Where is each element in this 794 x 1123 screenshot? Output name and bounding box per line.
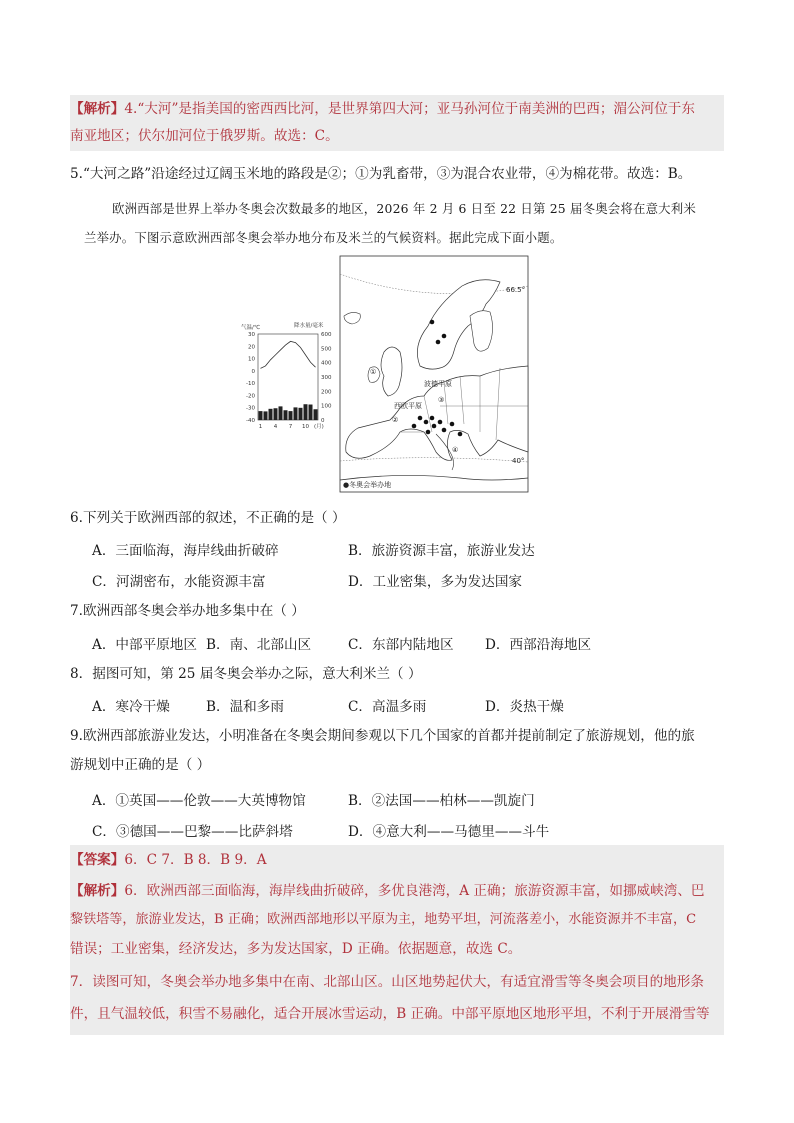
- chart-precip-bar: [264, 411, 268, 420]
- chart-precip-bar: [294, 407, 298, 420]
- chart-precip-bars: [259, 404, 318, 420]
- venue-dot: [412, 424, 417, 429]
- answer-tag: 【答案】: [70, 852, 125, 868]
- analysis-line-e: 件，且气温较低，积雪不易融化，适合开展冰雪运动，B 正确。中部平原地区地形平坦，不利于开展滑雪等: [70, 1006, 710, 1022]
- q9-stem-1: 9.欧洲西部旅游业发达，小明准备在冬奥会期间参观以下几个国家的首都并提前制定了旅游规划，他的旅: [70, 728, 695, 744]
- chart-precip-bar: [274, 408, 278, 420]
- chart-temp-line: [261, 341, 316, 368]
- chart-precip-bar: [269, 409, 273, 420]
- chart-left-tick-label: 10: [248, 356, 255, 363]
- mark-2: ②: [392, 416, 399, 424]
- venue-dot: [418, 416, 423, 421]
- chart-left-tick-label: -40: [246, 418, 255, 424]
- q7-option-d[interactable]: D．西部沿海地区: [485, 637, 592, 653]
- analysis-tag: 【解析】: [70, 101, 125, 117]
- map-legend: ●冬奥会举办地: [343, 481, 392, 489]
- chart-right-tick-label: 600: [321, 332, 332, 338]
- q6-option-a[interactable]: A．三面临海，海岸线曲折破碎: [92, 543, 279, 559]
- q6-stem: 6.下列关于欧洲西部的叙述，不正确的是（ ）: [70, 510, 346, 526]
- chart-precip-bar: [299, 408, 303, 420]
- chart-right-tick-label: 200: [321, 389, 332, 396]
- label-west-plain: 西欧平原: [394, 402, 422, 410]
- q7-stem: 7.欧洲西部冬奥会举办地多集中在（ ）: [70, 603, 305, 619]
- chart-left-unit: 气温/℃: [241, 325, 261, 331]
- venue-dot: [450, 422, 455, 427]
- venue-dot: [430, 320, 435, 325]
- chart-right-tick-label: 500: [321, 346, 332, 353]
- chart-month-tick-label: 4: [273, 424, 278, 430]
- mark-3: ③: [438, 396, 445, 404]
- analysis-line-2: 南亚地区；伏尔加河位于俄罗斯。故选：C。: [70, 128, 339, 144]
- chart-precip-bar: [314, 409, 318, 420]
- lat-label-66: 66.5°: [506, 286, 526, 294]
- q7-option-c[interactable]: C．东部内陆地区: [348, 637, 454, 653]
- q8-option-d[interactable]: D．炎热干燥: [485, 699, 564, 715]
- label-poland-plain: 波德平原: [424, 380, 452, 388]
- q6-option-d[interactable]: D．工业密集，多为发达国家: [348, 574, 523, 590]
- analysis-line-d: 7．读图可知，冬奥会举办地多集中在南、北部山区。山区地势起伏大，有适宜滑雪等冬奥会项目的地形条: [70, 974, 704, 990]
- chart-precip-bar: [304, 404, 308, 420]
- lat-label-40: 40°: [512, 457, 525, 465]
- q7-option-b[interactable]: B．南、北部山区: [206, 637, 312, 653]
- mark-1: ①: [370, 368, 377, 376]
- q8-option-a[interactable]: A．寒冷干燥: [92, 699, 170, 715]
- chart-month-ticks: [259, 422, 324, 430]
- analysis-line-c: 错误；工业密集，经济发达，多为发达国家，D 正确。依据题意，故选 C。: [70, 941, 522, 957]
- chart-month-tick-label: 1: [258, 424, 263, 430]
- venue-dot: [458, 432, 463, 437]
- q9-option-b[interactable]: B．②法国——柏林——凯旋门: [348, 793, 535, 809]
- chart-left-tick-label: 20: [248, 344, 255, 351]
- q8-option-c[interactable]: C．高温多雨: [348, 699, 427, 715]
- venue-dot: [432, 424, 437, 429]
- q9-option-c[interactable]: C．③德国——巴黎——比萨斜塔: [92, 824, 293, 840]
- chart-right-tick-label: 100: [321, 403, 332, 410]
- venue-dot: [426, 430, 431, 435]
- chart-left-tick-label: 30: [248, 332, 255, 338]
- chart-left-tick-label: 0: [251, 368, 255, 375]
- analysis-line-1: 【解析】4.“大河”是指美国的密西西比河，是世界第四大河；亚马孙河位于南美洲的巴西；湄公河位于东: [70, 101, 695, 117]
- chart-precip-bar: [289, 411, 293, 420]
- venue-dot: [436, 340, 441, 345]
- q6-option-b[interactable]: B．旅游资源丰富，旅游业发达: [348, 543, 535, 559]
- chart-precip-bar: [309, 405, 313, 420]
- chart-month-tick-label: 10: [302, 424, 309, 430]
- q9-option-d[interactable]: D．④意大利——马德里——斗牛: [348, 824, 550, 840]
- venue-dot: [442, 334, 447, 339]
- analysis-line-a: 【解析】6．欧洲西部三面临海，海岸线曲折破碎，多优良港湾，A 正确；旅游资源丰富，如挪威峡湾、巴: [70, 883, 705, 899]
- europe-map: [340, 256, 528, 492]
- chart-precip-bar: [284, 410, 288, 420]
- answer-text: 6．C 7．B 8．B 9．A: [124, 852, 267, 868]
- mark-4: ④: [452, 446, 459, 454]
- chart-left-ticks: [246, 332, 255, 424]
- chart-precip-bar: [259, 411, 263, 420]
- chart-precip-bar: [279, 406, 283, 420]
- analysis-line-b: 黎铁塔等，旅游业发达，B 正确；欧洲西部地形以平原为主，地势平坦，河流落差小，水能资源并不丰富，C: [70, 912, 697, 927]
- analysis-tag-2: 【解析】: [70, 883, 125, 899]
- q8-stem: 8．据图可知，第 25 届冬奥会举办之际，意大利米兰（ ）: [70, 666, 422, 682]
- chart-right-tick-label: 300: [321, 375, 332, 381]
- q6-option-c[interactable]: C．河湖密布，水能资源丰富: [92, 574, 266, 590]
- chart-left-tick-label: -20: [246, 393, 255, 400]
- q9-stem-2: 游规划中正确的是（ ）: [70, 757, 211, 773]
- q5-line: 5.“大河之路”沿途经过辽阔玉米地的路段是②；①为乳畜带，③为混合农业带，④为棉花带。故选：B。: [70, 166, 692, 182]
- chart-right-ticks: [321, 332, 332, 424]
- venue-dot: [430, 416, 435, 421]
- chart-month-unit: (月): [314, 424, 324, 430]
- q7-option-a[interactable]: A．中部平原地区: [92, 637, 197, 653]
- chart-month-tick-label: 7: [288, 424, 293, 430]
- chart-right-tick-label: 400: [321, 360, 332, 367]
- chart-left-tick-label: -30: [246, 405, 255, 412]
- q9-option-a[interactable]: A．①英国——伦敦——大英博物馆: [92, 793, 306, 809]
- figure: [238, 252, 540, 496]
- venue-dot: [424, 420, 429, 425]
- intro-line-2: 兰举办。下图示意欧洲西部冬奥会举办地分布及米兰的气候资料。据此完成下面小题。: [84, 230, 563, 245]
- chart-right-tick-label: 0: [321, 418, 325, 424]
- chart-right-unit: 降水量/毫米: [294, 323, 324, 329]
- venue-dot: [442, 428, 447, 433]
- answer-line: [70, 850, 267, 870]
- climate-chart: [241, 321, 332, 430]
- q8-option-b[interactable]: B．温和多雨: [206, 699, 284, 715]
- intro-line-1: 欧洲西部是世界上举办冬奥会次数最多的地区，2026 年 2 月 6 日至 22 日第 25 届冬奥会将在意大利米: [112, 201, 696, 216]
- venue-dot: [438, 420, 443, 425]
- chart-left-tick-label: -10: [246, 381, 255, 388]
